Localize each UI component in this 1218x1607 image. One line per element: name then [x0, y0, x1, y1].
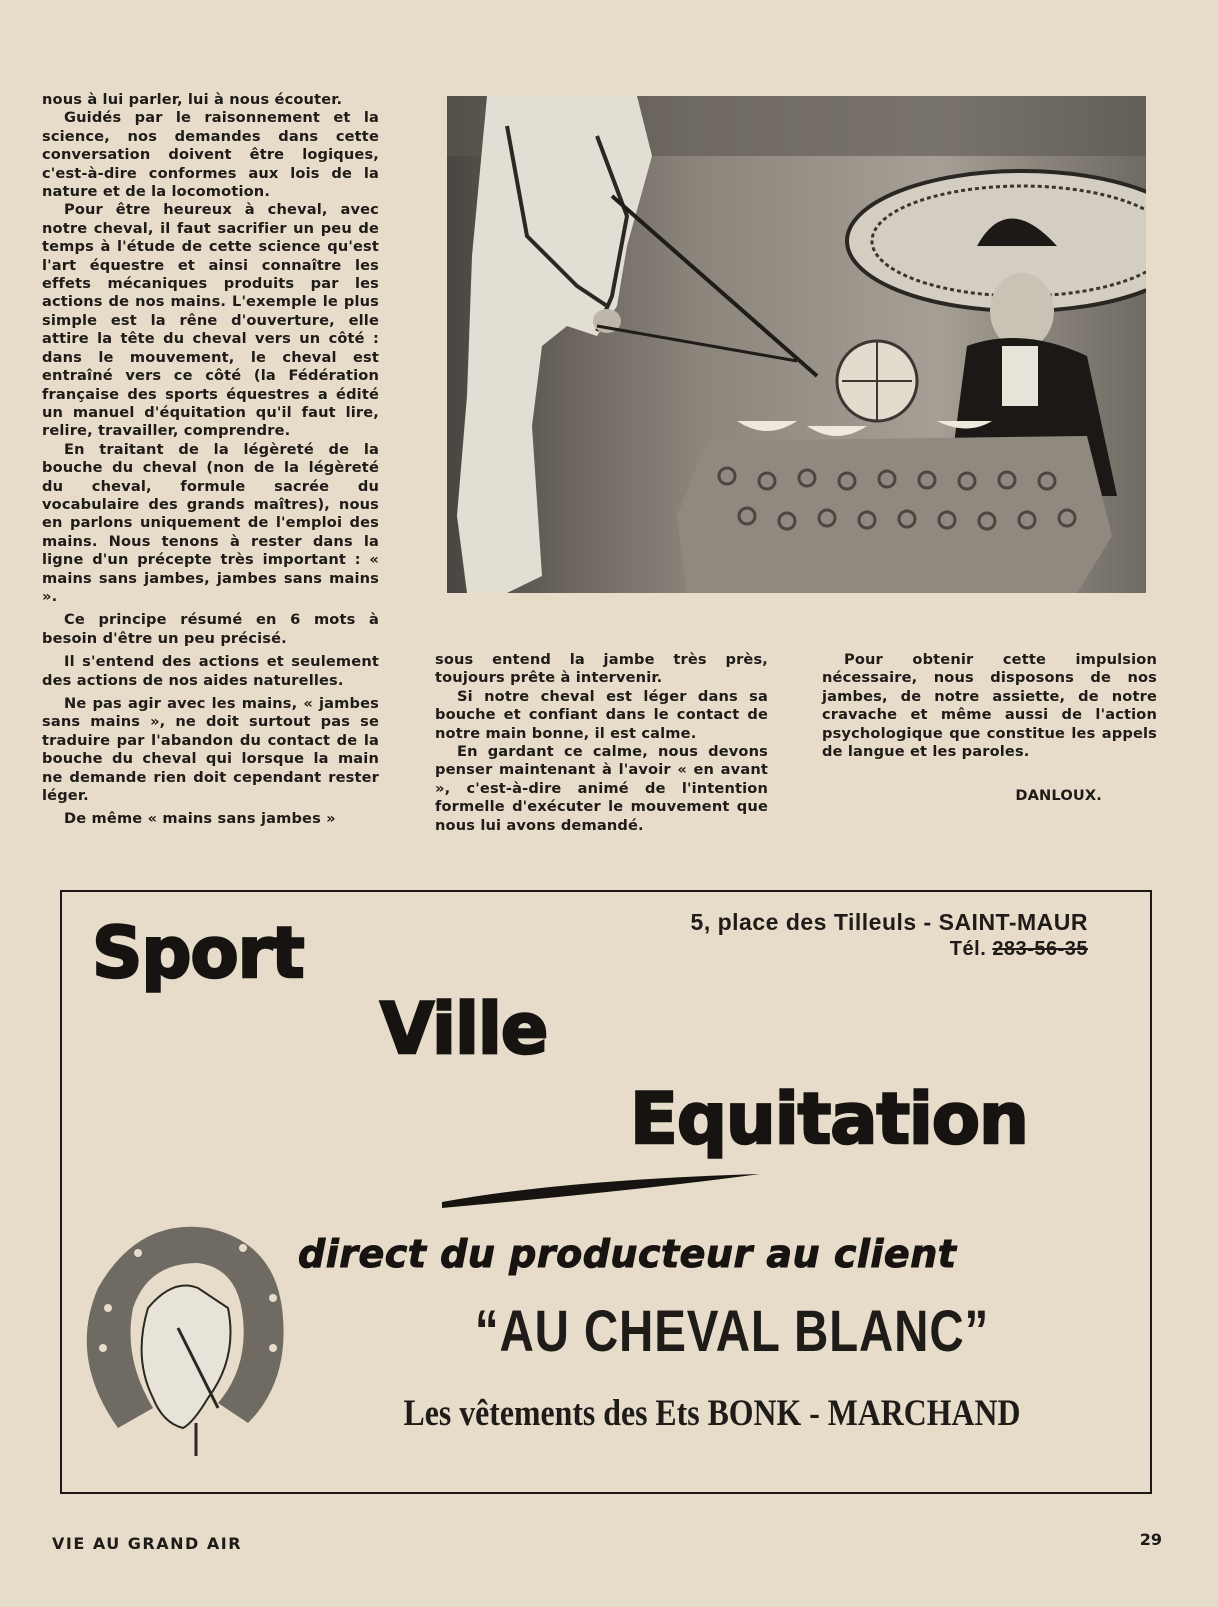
paragraph: nous à lui parler, lui à nous écouter. — [42, 91, 343, 108]
paragraph: Pour être heureux à cheval, avec notre cheval, il faut sacrifier un peu de temps à l'étude de cette science qu'est l'art équestre et ainsi connaître les effets mécaniques produits par les actions de nos mains. L'exemple le plus simple est la rêne d'ouverture, elle attire la tête du cheval vers un côté : dans le mouvement, le cheval est entraîné vers ce côté (la Fédération française des sports équestres a édité un manuel d'équitation qu'il faut lire, relire, travailler, comprendre. — [42, 201, 379, 440]
photo-illustration — [447, 96, 1146, 593]
article-column-1 — [42, 91, 379, 829]
ad-word-sport: Sport — [92, 912, 304, 994]
advertisement — [60, 890, 1152, 1494]
paragraph: En gardant ce calme, nous devons penser maintenant à l'avoir « en avant », c'est-à-dire animé de l'intention formelle d'exécuter le mouvement que nous lui avons demandé. — [435, 743, 768, 834]
ad-word-ville: Ville — [380, 988, 548, 1070]
paragraph: Il s'entend des actions et seulement des actions de nos aides naturelles. — [42, 653, 379, 689]
ad-phone — [950, 938, 1088, 961]
horse-and-rider-photo — [447, 96, 1146, 593]
page-number: 29 — [1139, 1530, 1162, 1549]
swoosh-stroke — [442, 1172, 762, 1212]
magazine-title: VIE AU GRAND AIR — [52, 1534, 243, 1553]
article-column-2 — [435, 651, 768, 835]
ad-brand-line: Les vêtements des Ets BONK - MARCHAND — [403, 1393, 1021, 1434]
author-signature: DANLOUX. — [1015, 787, 1102, 805]
ad-phone-label: Tél. — [949, 938, 987, 960]
paragraph: De même « mains sans jambes » — [64, 810, 336, 828]
horseshoe-horse-icon — [78, 1208, 288, 1458]
paragraph: sous entend la jambe très près, toujours prête à intervenir. — [435, 651, 768, 687]
ad-shop-name: “AU CHEVAL BLANC” — [474, 1299, 990, 1364]
paragraph: Guidés par le raisonnement et la science, nos demandes dans cette conversation doivent être logiques, c'est-à-dire conformes aux lois de la nature et de la locomotion. — [42, 109, 379, 201]
paragraph: Si notre cheval est léger dans sa bouche et confiant dans le contact de notre main bonne, il est calme. — [435, 687, 768, 742]
ad-address: 5, place des Tilleuls - SAINT-MAUR — [690, 909, 1088, 935]
ad-tagline: direct du producteur au client — [298, 1232, 957, 1276]
ad-phone-number: 283-56-35 — [992, 938, 1088, 960]
ad-word-equitation: Equitation — [630, 1078, 1028, 1160]
paragraph: En traitant de la légèreté de la bouche du cheval (non de la légèreté du cheval, formule sacrée du vocabulaire des grands maîtres), nous en parlons uniquement de l'emploi des mains. Nous tenons à rester dans la ligne d'un précepte très important : « mains sans jambes, jambes sans mains ». — [42, 440, 379, 605]
article-column-3 — [822, 651, 1157, 806]
paragraph: Pour obtenir cette impulsion nécessaire, nous disposons de nos jambes, de notre assiette, de notre cravache et même aussi de l'action psychologique que constitue les appels de langue et les paroles. — [822, 651, 1157, 761]
paragraph: Ne pas agir avec les mains, « jambes sans mains », ne doit surtout pas se traduire par l'abandon du contact de la bouche du cheval qui lorsque la main ne demande rien doit cependant rester léger. — [42, 695, 379, 805]
paragraph: Ce principe résumé en 6 mots à besoin d'être un peu précisé. — [42, 611, 379, 647]
